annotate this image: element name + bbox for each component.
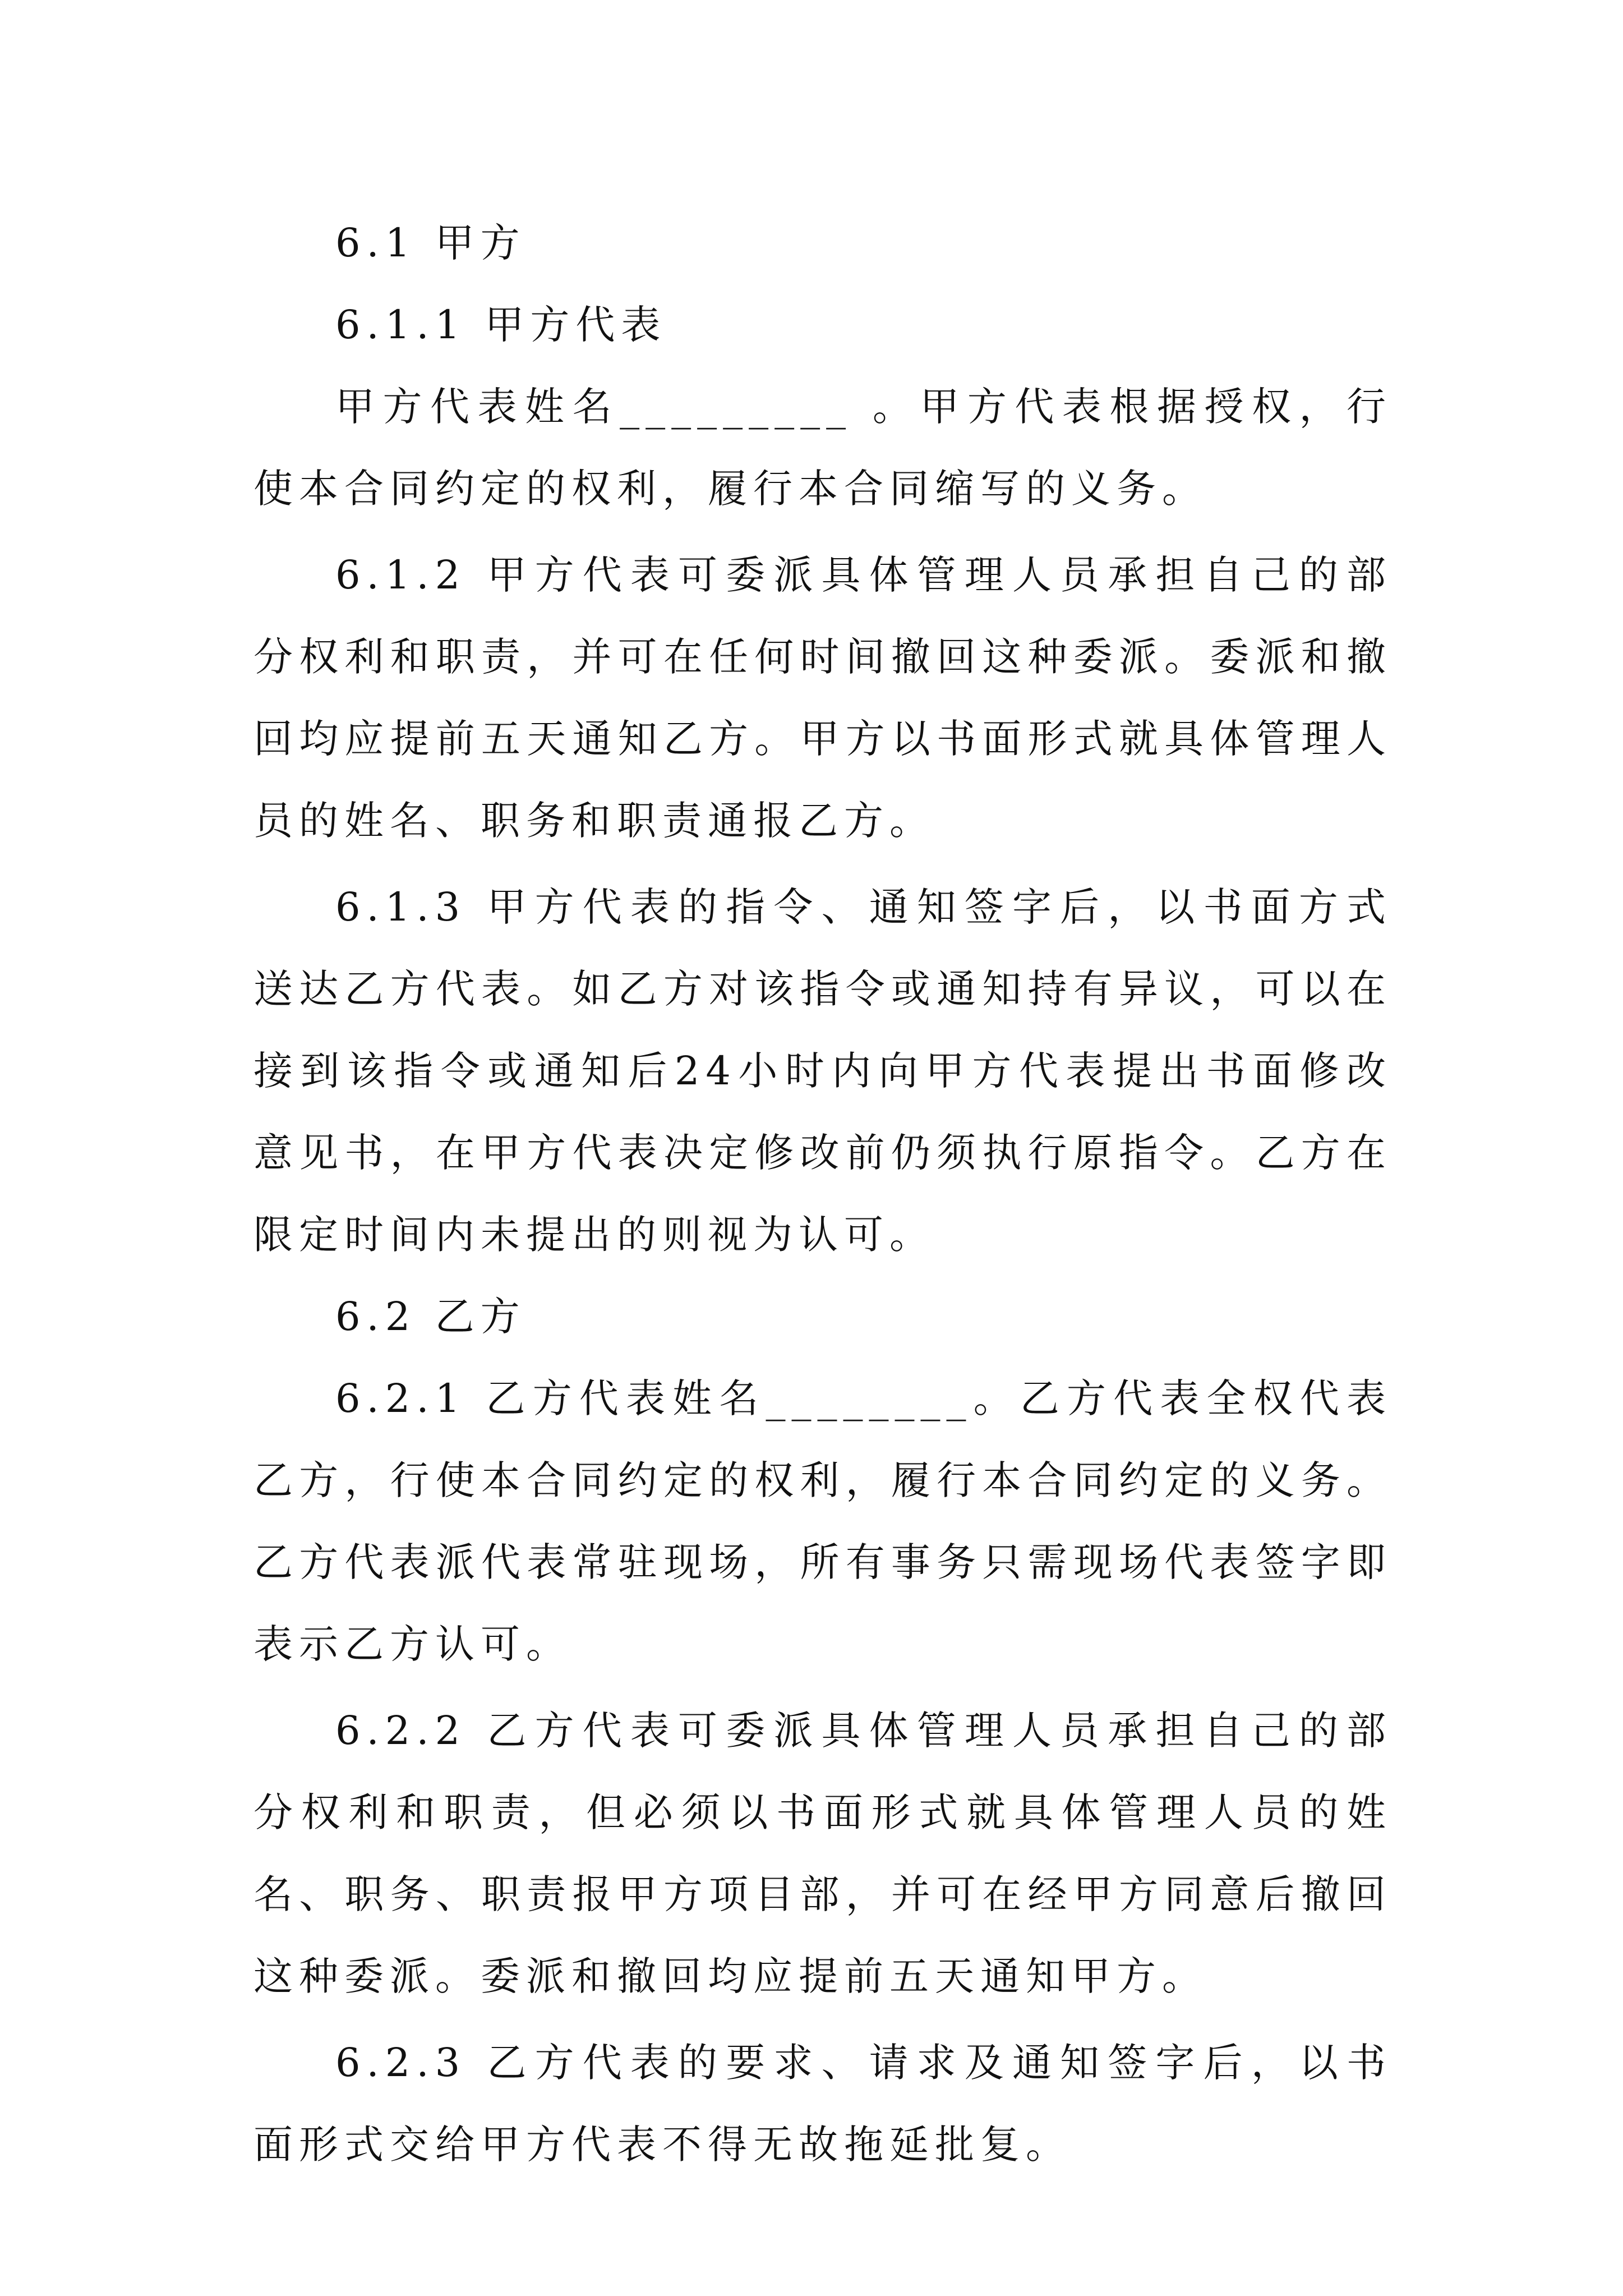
paragraph-6-1-2: 6.1.2 甲方代表可委派具体管理人员承担自己的部分权利和职责，并可在任何时间撤回这种委派。委派和撤回均应提前五天通知乙方。甲方以书面形式就具体管理人员的姓名、职务和职责通报乙方。 bbox=[253, 552, 1392, 844]
paragraph-6-2-2: 6.2.2 乙方代表可委派具体管理人员承担自己的部分权利和职责，但必须以书面形式就具体管理人员的姓名、职务、职责报甲方项目部，并可在经甲方同意后撤回这种委派。委派和撤回均应提前五天通知甲方。 bbox=[253, 1708, 1392, 1999]
paragraph-6-1-3: 6.1.3 甲方代表的指令、通知签字后，以书面方式送达乙方代表。如乙方对该指令或通知持有异议，可以在接到该指令或通知后24小时内向甲方代表提出书面修改意见书，在甲方代表决定修改前仍须执行原指令。乙方在限定时间内未提出的则视为认可。 bbox=[253, 884, 1392, 1258]
section-heading-6-2: 6.2 乙方 bbox=[335, 1294, 526, 1340]
document-page bbox=[253, 202, 1392, 2185]
paragraph-6-2-3: 6.2.3 乙方代表的要求、请求及通知签字后，以书面形式交给甲方代表不得无故拖延批复。 bbox=[253, 2040, 1392, 2168]
section-heading-6-1-1: 6.1.1 甲方代表 bbox=[335, 302, 667, 348]
section-heading-6-1: 6.1 甲方 bbox=[335, 220, 526, 266]
paragraph-6-2-1: 6.2.1 乙方代表姓名________。乙方代表全权代表乙方，行使本合同约定的权利，履行本合同约定的义务。乙方代表派代表常驻现场，所有事务只需现场代表签字即表示乙方认可。 bbox=[253, 1375, 1392, 1667]
paragraph-6-1-1-body: 甲方代表姓名_________ 。甲方代表根据授权，行使本合同约定的权利，履行本合同缩写的义务。 bbox=[253, 384, 1392, 512]
